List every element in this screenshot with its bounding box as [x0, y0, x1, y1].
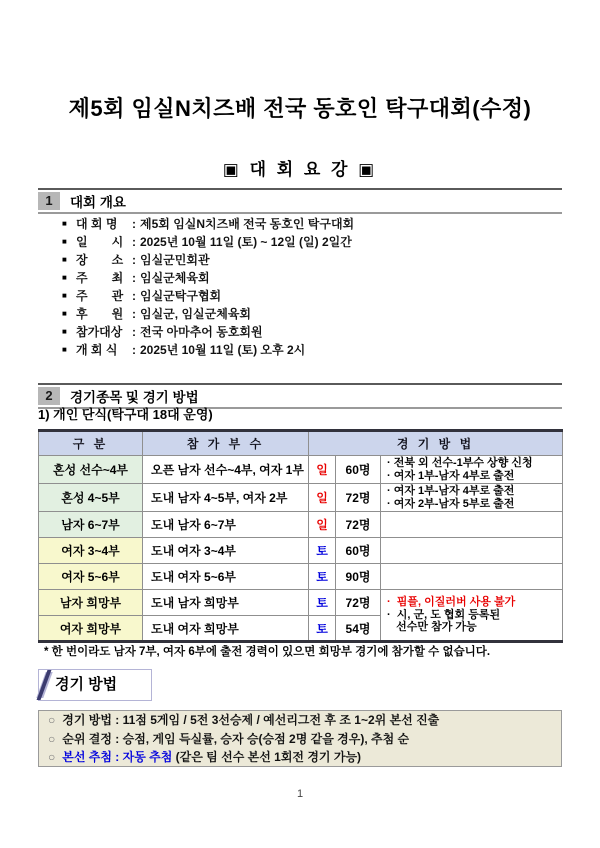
square-bullet-icon: ■ [62, 345, 67, 354]
day-cell: 토 [309, 616, 336, 642]
item-value: 임실군민회관 [140, 253, 210, 267]
list-item [62, 251, 562, 269]
overview-list [62, 215, 562, 359]
entry-cell: 도내 남자 4~5부, 여자 2부 [143, 484, 309, 512]
table-row [39, 484, 563, 512]
entry-cell: 도내 여자 희망부 [143, 616, 309, 642]
note-line: · 여자 2부-남자 5부로 출전 [387, 497, 515, 510]
square-bullet-icon: ■ [62, 309, 67, 318]
rule-text: 경기 방법 : 11점 5게임 / 5전 3선승제 / 예선리그전 후 조 1~2위 본선 진출 [62, 713, 440, 727]
item-separator: : [132, 271, 136, 285]
circle-bullet-icon: ○ [48, 750, 56, 764]
table-row [39, 512, 563, 538]
item-value: 2025년 10월 11일 (토) ~ 12일 (일) 2일간 [140, 235, 352, 249]
list-item [62, 341, 562, 359]
header-method: 경 기 방 법 [309, 431, 563, 456]
note-line: 선수만 참가 가능 [387, 621, 477, 634]
header-entry: 참 가 부 수 [143, 431, 309, 456]
item-separator: : [132, 235, 136, 249]
item-separator: : [132, 217, 136, 231]
notes-cell [381, 564, 563, 590]
entry-cell: 오픈 남자 선수~4부, 여자 1부 [143, 456, 309, 484]
entry-cell: 도내 남자 6~7부 [143, 512, 309, 538]
section1-header [38, 188, 562, 214]
table-row [39, 564, 563, 590]
count-cell: 54명 [336, 616, 381, 642]
list-item [62, 287, 562, 305]
note-line-restriction: · 핌플, 이질러버 사용 불가 [387, 596, 516, 609]
document-subtitle: ▣ 대 회 요 강 ▣ [222, 160, 378, 179]
day-cell: 일 [309, 484, 336, 512]
item-separator: : [132, 289, 136, 303]
table-row [39, 538, 563, 564]
item-value: 전국 아마추어 동호회원 [140, 325, 263, 339]
day-cell: 토 [309, 590, 336, 616]
rule-line [39, 748, 561, 767]
section1-title: 대회 개요 [70, 195, 126, 210]
item-separator: : [132, 307, 136, 321]
document-title: 제5회 임실N치즈배 전국 동호인 탁구대회(수정) [68, 96, 532, 121]
count-cell: 60명 [336, 456, 381, 484]
item-label: 대 회 명 [76, 217, 118, 231]
item-label: 주 관 [76, 289, 124, 303]
table-row [39, 456, 563, 484]
circle-bullet-icon: ○ [48, 731, 56, 746]
note-line: · 전북 외 선수-1부수 상향 신청 [387, 457, 533, 469]
method-title-box [38, 669, 152, 701]
count-cell: 90명 [336, 564, 381, 590]
entry-cell: 도내 여자 3~4부 [143, 538, 309, 564]
item-value: 제5회 임실N치즈배 전국 동호인 탁구대회 [140, 217, 355, 231]
square-bullet-icon: ■ [62, 255, 67, 264]
square-bullet-icon: ■ [62, 237, 67, 246]
list-item [62, 215, 562, 233]
list-item [62, 233, 562, 251]
item-label: 개 회 식 [76, 343, 118, 357]
item-value: 임실군, 임실군체육회 [140, 307, 251, 321]
table-footnote: * 한 번이라도 남자 7부, 여자 6부에 출전 경력이 있으면 희망부 경기에 참가할 수 없습니다. [44, 646, 491, 658]
division-cell: 여자 희망부 [39, 616, 143, 642]
list-item [62, 269, 562, 287]
count-cell: 72명 [336, 484, 381, 512]
item-label: 주 최 [76, 271, 124, 285]
section2-title: 경기종목 및 경기 방법 [70, 390, 199, 405]
item-value: 2025년 10월 11일 (토) 오후 2시 [140, 343, 306, 357]
item-separator: : [132, 325, 136, 339]
merged-notes-cell [381, 590, 563, 642]
note-line: · 시, 군, 도 협회 등록된 [387, 608, 501, 621]
method-title-text: 경기 방법 [55, 676, 118, 693]
day-cell: 토 [309, 538, 336, 564]
rule-text: 순위 결정 : 승점, 게임 득실률, 승자 승(승점 2명 같을 경우), 추첨 순 [62, 731, 410, 746]
division-cell: 여자 3~4부 [39, 538, 143, 564]
square-bullet-icon: ■ [62, 291, 67, 300]
count-cell: 72명 [336, 590, 381, 616]
section1-number: 1 [38, 192, 60, 210]
circle-bullet-icon: ○ [48, 713, 56, 727]
singles-subheading: 1) 개인 단식(탁구대 18대 운영) [38, 407, 213, 422]
day-cell: 일 [309, 512, 336, 538]
item-label: 장 소 [76, 253, 124, 267]
list-item [62, 305, 562, 323]
header-division: 구 분 [39, 431, 143, 456]
rules-box [38, 710, 562, 767]
rule-blue-text: 본선 추첨 : 자동 추첨 [62, 750, 173, 764]
notes-cell [381, 538, 563, 564]
events-table [38, 429, 563, 643]
entry-cell: 도내 남자 희망부 [143, 590, 309, 616]
square-bullet-icon: ■ [62, 327, 67, 336]
notes-cell [381, 512, 563, 538]
day-cell: 일 [309, 456, 336, 484]
division-cell: 남자 6~7부 [39, 512, 143, 538]
rule-text: (같은 팀 선수 본선 1회전 경기 가능) [172, 750, 362, 764]
note-line: · 여자 1부-남자 4부로 출전 [387, 469, 515, 482]
item-label: 일 시 [76, 235, 124, 249]
note-line: · 여자 1부-남자 4부로 출전 [387, 485, 515, 497]
item-separator: : [132, 343, 136, 357]
table-row [39, 590, 563, 616]
division-cell: 혼성 4~5부 [39, 484, 143, 512]
page-number: 1 [296, 788, 304, 800]
notes-cell [381, 456, 563, 484]
division-cell: 남자 희망부 [39, 590, 143, 616]
item-label: 참가대상 [76, 325, 123, 339]
division-cell: 혼성 선수~4부 [39, 456, 143, 484]
entry-cell: 도내 여자 5~6부 [143, 564, 309, 590]
item-value: 임실군탁구협회 [140, 289, 222, 303]
notes-cell [381, 484, 563, 512]
rule-line [39, 730, 561, 749]
square-bullet-icon: ■ [62, 219, 67, 228]
count-cell: 60명 [336, 538, 381, 564]
count-cell: 72명 [336, 512, 381, 538]
square-bullet-icon: ■ [62, 273, 67, 282]
division-cell: 여자 5~6부 [39, 564, 143, 590]
rule-line [39, 711, 561, 730]
list-item [62, 323, 562, 341]
item-value: 임실군체육회 [140, 271, 210, 285]
table-header-row [39, 431, 563, 456]
day-cell: 토 [309, 564, 336, 590]
item-label: 후 원 [76, 307, 124, 321]
section2-number: 2 [38, 387, 60, 405]
item-separator: : [132, 253, 136, 267]
